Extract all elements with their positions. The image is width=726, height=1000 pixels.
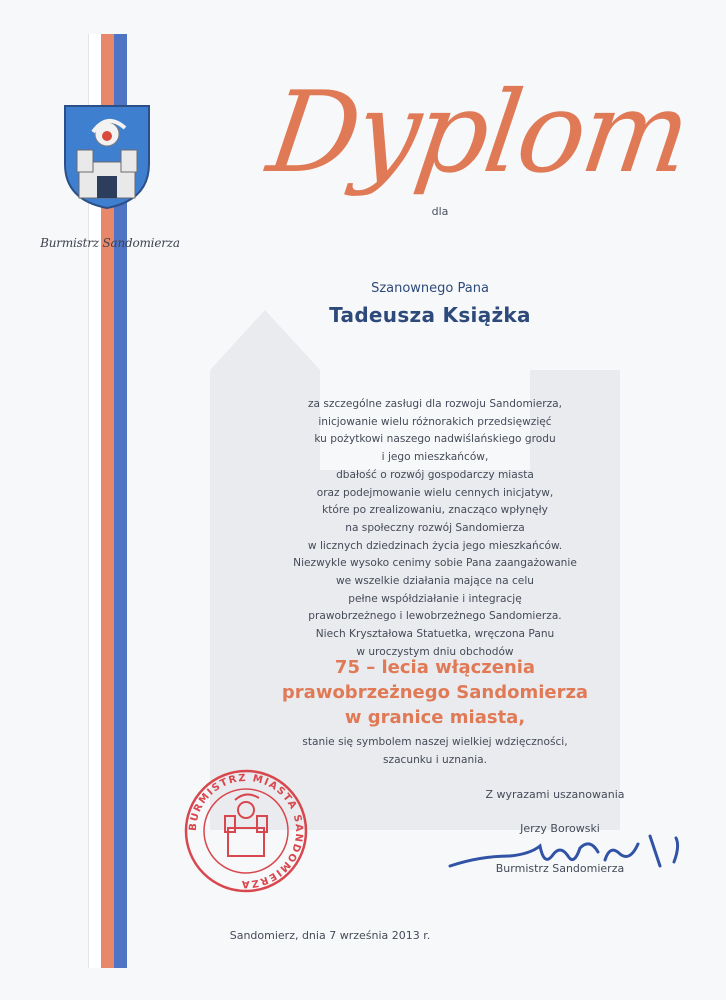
body-line: prawobrzeżnego i lewobrzeżnego Sandomierza. <box>308 610 562 623</box>
highlight-line: prawobrzeżnego Sandomierza <box>281 682 589 703</box>
closing-text <box>250 734 620 769</box>
closing-line: stanie się symbolem naszej wielkiej wdzięczności, <box>302 736 568 748</box>
body-line: na społeczny rozwój Sandomierza <box>345 521 525 534</box>
body-line: inicjowanie wielu różnorakich przedsięwzięć <box>318 415 552 428</box>
highlight-line: w granice miasta, <box>344 707 526 728</box>
salutation: Szanownego Pana <box>371 281 489 296</box>
for-label: dla <box>431 205 449 218</box>
body-line: Niech Kryształowa Statuetka, wręczona Panu <box>315 628 555 641</box>
coat-of-arms-icon <box>63 104 151 210</box>
body-line: w licznych dziedzinach życia jego mieszkańców. <box>307 539 563 552</box>
body-line: Niezwykle wysoko cenimy sobie Pana zaangażowanie <box>293 557 577 570</box>
seal-text: BURMISTRZ MIASTA SANDOMIERZA <box>187 772 305 890</box>
recipient-name: Tadeusza Książka <box>329 303 531 327</box>
body-line: dbałość o rozwój gospodarczy miasta <box>336 468 534 481</box>
signer-role: Burmistrz Sandomierza <box>495 862 625 875</box>
place-date: Sandomierz, dnia 7 września 2013 r. <box>229 929 431 942</box>
closing-line: szacunku i uznania. <box>382 753 488 766</box>
regards: Z wyrazami uszanowania <box>485 788 625 801</box>
body-text <box>250 396 620 662</box>
body-line: ku pożytkowi naszego nadwiślańskiego grodu <box>314 433 556 446</box>
body-line: w uroczystym dniu obchodów <box>356 645 514 658</box>
body-line: oraz podejmowanie wielu cennych inicjatyw, <box>316 486 554 499</box>
body-line: we wszelkie działania mające na celu <box>336 575 534 588</box>
diploma-title: Dyplom <box>260 68 696 198</box>
anniversary-highlight <box>230 655 640 730</box>
svg-text:BURMISTRZ MIASTA SANDOMIERZA <box>188 773 304 889</box>
body-line: pełne współdziałanie i integrację <box>348 592 522 605</box>
body-line: które po zrealizowaniu, znacząco wpłynęły <box>322 504 548 517</box>
seal-icon <box>183 768 309 894</box>
authority-label: Burmistrz Sandomierza <box>40 236 180 250</box>
body-line: i jego mieszkańców, <box>381 451 489 464</box>
signer-name: Jerzy Borowski <box>520 822 600 835</box>
body-line: za szczególne zasługi dla rozwoju Sandomierza, <box>307 398 563 410</box>
highlight-line: 75 – lecia włączenia <box>334 657 536 678</box>
